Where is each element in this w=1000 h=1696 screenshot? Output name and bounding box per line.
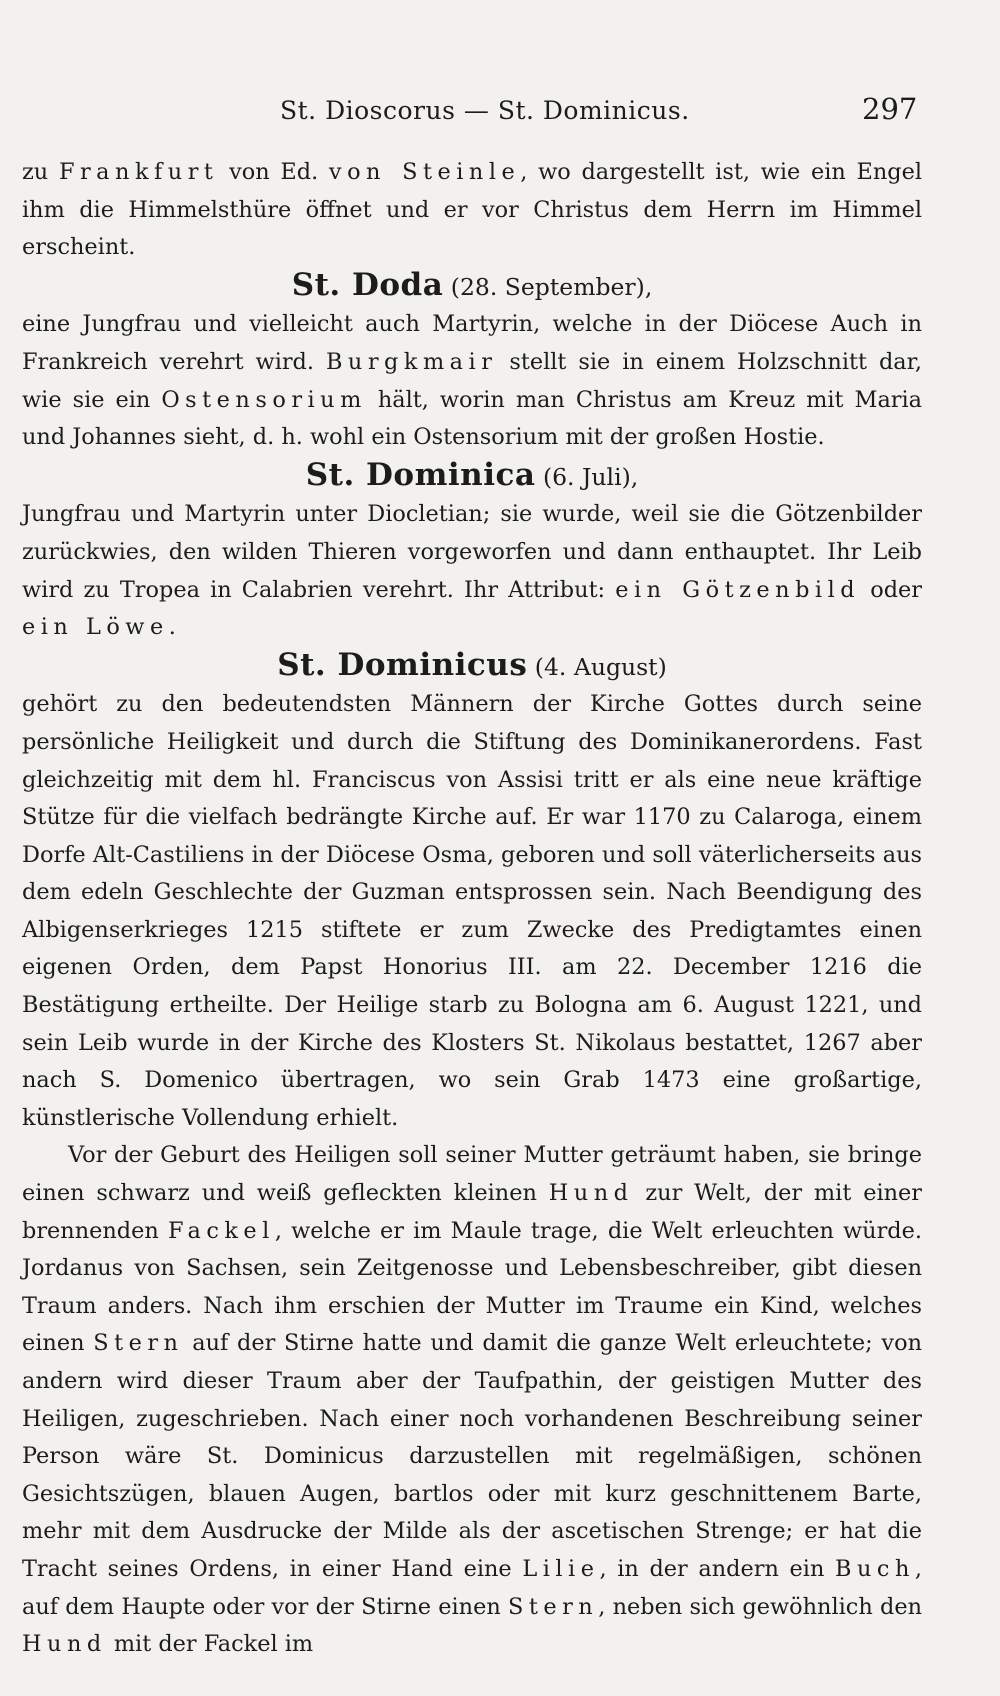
emphasis-run: Fackel xyxy=(167,1217,275,1244)
emphasis-run: ein Löwe xyxy=(22,614,169,641)
text-run: Jungfrau und Martyrin unter Diocletian; sie wurde, weil sie die Götzenbilder zurückwies, den wilden Thieren vorgeworfen und dann enthauptet. Ihr Leib wird zu Tropea in Calabrien verehrt. Ihr Attribut: xyxy=(22,501,922,603)
section-heading-doda xyxy=(22,267,922,307)
dominica-paragraph xyxy=(22,496,922,646)
text-run: oder xyxy=(860,576,922,603)
emphasis-run: Burgkmair xyxy=(325,348,498,375)
intro-paragraph xyxy=(22,154,922,267)
page-number: 297 xyxy=(862,92,918,126)
emphasis-run: Buch xyxy=(835,1555,915,1582)
saint-name: St. Doda xyxy=(291,266,444,303)
emphasis-run: ein Götzenbild xyxy=(615,576,861,603)
emphasis-run: von Steinle xyxy=(328,159,521,185)
emphasis-run: Stern xyxy=(93,1330,184,1357)
text-run: auf der Stirne hatte und damit die ganze Welt erleuchtete; von andern wird dieser Traum aber der Taufpathin, der geistigen Mutter des Heiligen, zugeschrieben. Nach einer noch vorhandenen Beschreibung seiner Person wäre St. Dominicus darzustellen mit regelmäßigen, schönen Gesichtszügen, blauen Augen, bartlos oder mit kurz geschnittenem Barte, mehr mit dem Ausdrucke der Milde als der ascetischen Strenge; er hat die Tracht seines Ordens, in einer Hand eine xyxy=(22,1330,922,1582)
dominicus-paragraph-2 xyxy=(22,1137,922,1663)
section-heading-dominicus xyxy=(22,647,922,687)
doda-paragraph xyxy=(22,306,922,456)
text-run: Vor der Geburt des Heiligen soll seiner Mutter geträumt haben, sie bringe einen schwarz und weiß gefleckten kleinen xyxy=(22,1142,922,1207)
feast-date: (4. August) xyxy=(527,652,667,681)
feast-date: (28. September), xyxy=(443,272,653,301)
emphasis-run: Stern xyxy=(508,1593,599,1620)
text-run: zur Welt, der mit einer brennenden xyxy=(22,1180,922,1244)
running-head xyxy=(0,92,1000,132)
emphasis-run: Lilie xyxy=(522,1555,600,1582)
text-run: . xyxy=(168,614,176,641)
text-run: von Ed. xyxy=(218,159,329,185)
section-heading-dominica xyxy=(22,457,922,497)
text-run: , auf dem Haupte oder vor der Stirne einen xyxy=(22,1555,922,1620)
emphasis-run: Frankfurt xyxy=(58,159,219,185)
emphasis-run: Hund xyxy=(22,1631,107,1658)
text-run: , in der andern ein xyxy=(599,1555,836,1582)
text-run: , wo dargestellt ist, wie ein Engel ihm die Himmelsthüre öffnet und er vor Christus dem Herrn im Himmel erscheint. xyxy=(22,159,923,261)
text-run: zu xyxy=(22,159,59,185)
emphasis-run: Ostensorium xyxy=(161,386,367,413)
saint-name: St. Dominica xyxy=(305,456,536,493)
dominicus-paragraph-1: gehört zu den bedeutendsten Männern der Kirche Gottes durch seine persönliche Heiligkeit und durch die Stiftung des Dominikanerordens. Fast gleichzeitig mit dem hl. Franciscus von Assisi tritt er als eine neue kräftige Stütze für die vielfach bedrängte Kirche auf. Er war 1170 zu Calaroga, einem Dorfe Alt-Castiliens in der Diöcese Osma, geboren und soll väterlicherseits aus dem edeln Geschlechte der Guzman entsprossen sein. Nach Beendigung des Albigenserkrieges 1215 stiftete er zum Zwecke des Predigtamtes einen eigenen Orden, dem Papst Honorius III. am 22. December 1216 die Bestätigung ertheilte. Der Heilige starb zu Bologna am 6. August 1221, und sein Leib wurde in der Kirche des Klosters St. Nikolaus bestattet, 1267 aber nach S. Domenico übertragen, wo sein Grab 1473 eine großartige, künstlerische Vollendung erhielt. xyxy=(22,691,922,1131)
running-title: St. Dioscorus — St. Dominicus. xyxy=(280,96,690,125)
text-run: stellt sie in einem Holzschnitt dar, wie sie ein xyxy=(22,348,922,413)
text-run: hält, worin man Christus am Kreuz mit Maria und Johannes sieht, d. h. wohl ein Ostensorium mit der großen Hostie. xyxy=(22,386,923,451)
saint-name: St. Dominicus xyxy=(277,646,528,683)
text-run: , welche er im Maule trage, die Welt erleuchten würde. Jordanus von Sachsen, sein Zeitgenosse und Lebensbeschreiber, gibt diesen Traum anders. Nach ihm erschien der Mutter im Traume ein Kind, welches einen xyxy=(22,1217,922,1357)
text-run: mit der Fackel im xyxy=(106,1631,314,1658)
emphasis-run: Hund xyxy=(548,1180,634,1207)
text-run: eine Jungfrau und vielleicht auch Martyrin, welche in der Diöcese Auch in Frankreich verehrt wird. xyxy=(22,311,922,375)
body-text xyxy=(22,154,922,1664)
text-run: , neben sich gewöhnlich den xyxy=(598,1593,922,1620)
feast-date: (6. Juli), xyxy=(535,462,639,491)
